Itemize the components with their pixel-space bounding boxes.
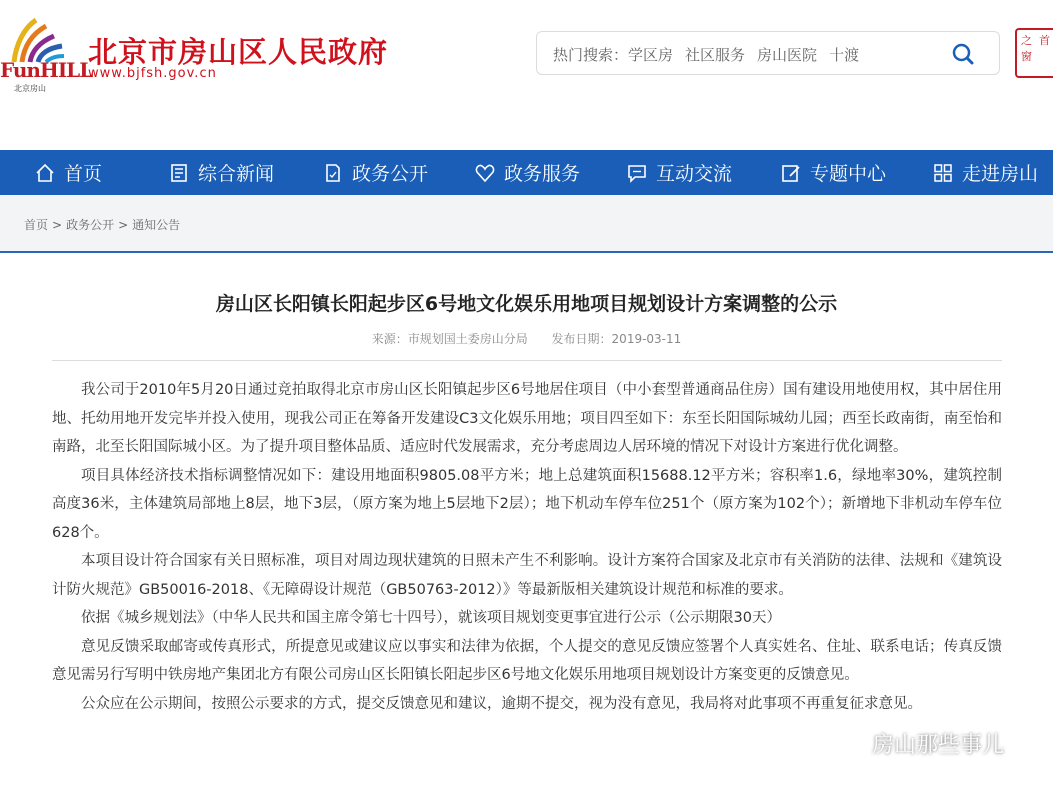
hot-search-term[interactable]: 社区服务 [685,46,746,64]
article-paragraph: 我公司于2010年5月20日通过竞拍取得北京市房山区长阳镇起步区6号地居住项目（中小套型普通商品住房）国有建设用地使用权，其中居住用地、托幼用地开发完毕并投入使用，现我公司正在筹备开发建设C3文化娱乐用地；项目四至如下：东至长阳国际城幼儿园；西至长政南街，南至怡和南路，北至长阳国际城小区。为了提升项目整体品质、适应时代发展需求，充分考虑周边人居环境的情况下对设计方案进行优化调整。 [52,382,1002,455]
breadcrumb-gov-open[interactable]: 政务公开 [66,218,115,232]
article-date: 发布日期：2019-03-11 [551,332,682,346]
article-source: 来源：市规划国土委房山分局 [371,332,528,346]
grid-icon [932,162,954,184]
nav-label: 综合新闻 [198,163,275,185]
article-title: 房山区长阳镇长阳起步区6号地文化娱乐用地项目规划设计方案调整的公示 [215,293,838,315]
chat-icon [626,162,648,184]
site-title[interactable]: 北京市房山区人民政府 [88,35,389,69]
article-paragraph: 本项目设计符合国家有关日照标准，项目对周边现状建筑的日照未产生不利影响。设计方案符合国家及北京市有关消防的法律、法规和《建筑设计防火规范》GB50016-2018、《无障碍设计规范（GB50763-2012）》等最新版相关建筑设计规范和标准的要求。 [52,553,1002,598]
breadcrumb-notices[interactable]: 通知公告 [132,218,181,232]
fanshan-logo-icon[interactable] [6,14,66,64]
site-url: www.bjfsh.gov.cn [88,66,217,81]
nav-item-about[interactable] [932,150,1038,195]
hot-search-term[interactable]: 房山医院 [757,46,818,64]
logo-english: FunHILL [0,58,93,82]
heart-icon [474,162,496,184]
breadcrumb-bar [0,195,1053,253]
article-meta [0,330,1053,347]
breadcrumb-separator: > [52,218,63,232]
title-divider [52,360,1002,361]
news-icon [168,162,190,184]
breadcrumb [24,216,180,233]
article-body [52,376,1002,718]
breadcrumb-separator: > [118,218,129,232]
nav-label: 走进房山 [962,163,1039,185]
seal-stamp-icon: 之 窗 首 [1015,28,1053,78]
wechat-icon [838,732,866,756]
nav-item-gov-open[interactable] [322,150,428,195]
logo-chinese: 北京房山 [14,84,46,93]
hot-search [553,44,871,65]
nav-label: 政务公开 [352,163,429,185]
nav-item-gov-service[interactable] [474,150,580,195]
site-header [0,0,1053,150]
document-icon [322,162,344,184]
nav-label: 首页 [64,163,103,185]
nav-label: 互动交流 [656,163,733,185]
nav-item-topics[interactable] [780,150,886,195]
article-paragraph: 依据《城乡规划法》（中华人民共和国主席令第七十四号），就该项目规划变更事宜进行公示（公示期限30天） [81,610,781,626]
article-paragraph: 公众应在公示期间，按照公示要求的方式，提交反馈意见和建议，逾期不提交，视为没有意见，我局将对此事项不再重复征求意见。 [81,695,922,712]
nav-label: 专题中心 [810,163,887,185]
edit-icon [780,162,802,184]
breadcrumb-home[interactable]: 首页 [24,218,49,232]
nav-label: 政务服务 [504,163,581,185]
hot-search-term[interactable]: 十渡 [829,46,860,64]
nav-item-news[interactable] [168,150,274,195]
article-paragraph: 项目具体经济技术指标调整情况如下：建设用地面积9805.08平方米；地上总建筑面积15688.12平方米；容积率1.6，绿地率30%，建筑控制高度36米，主体建筑局部地上8层，地下3层，（原方案为地上5层地下2层）；地下机动车停车位251个（原方案为102个）；新增地下非机动车停车位628个。 [52,467,1002,541]
wechat-watermark [838,728,1004,759]
watermark-text: 房山那些事儿 [872,733,1005,758]
search-box[interactable] [536,31,1000,75]
main-nav [0,150,1053,195]
nav-item-home[interactable] [34,150,102,195]
hot-search-term[interactable]: 学区房 [628,46,674,64]
article-paragraph: 意见反馈采取邮寄或传真形式，所提意见或建议应以事实和法律为依据，个人提交的意见反馈应签署个人真实姓名、住址、联系电话；传真反馈意见需另行写明中铁房地产集团北方有限公司房山区长阳镇长阳起步区6号地文化娱乐用地项目规划设计方案变更的反馈意见。 [52,638,1002,683]
hot-search-label: 热门搜索： [553,46,629,64]
nav-item-interaction[interactable] [626,150,732,195]
search-icon[interactable] [951,42,975,66]
home-icon [34,162,56,184]
